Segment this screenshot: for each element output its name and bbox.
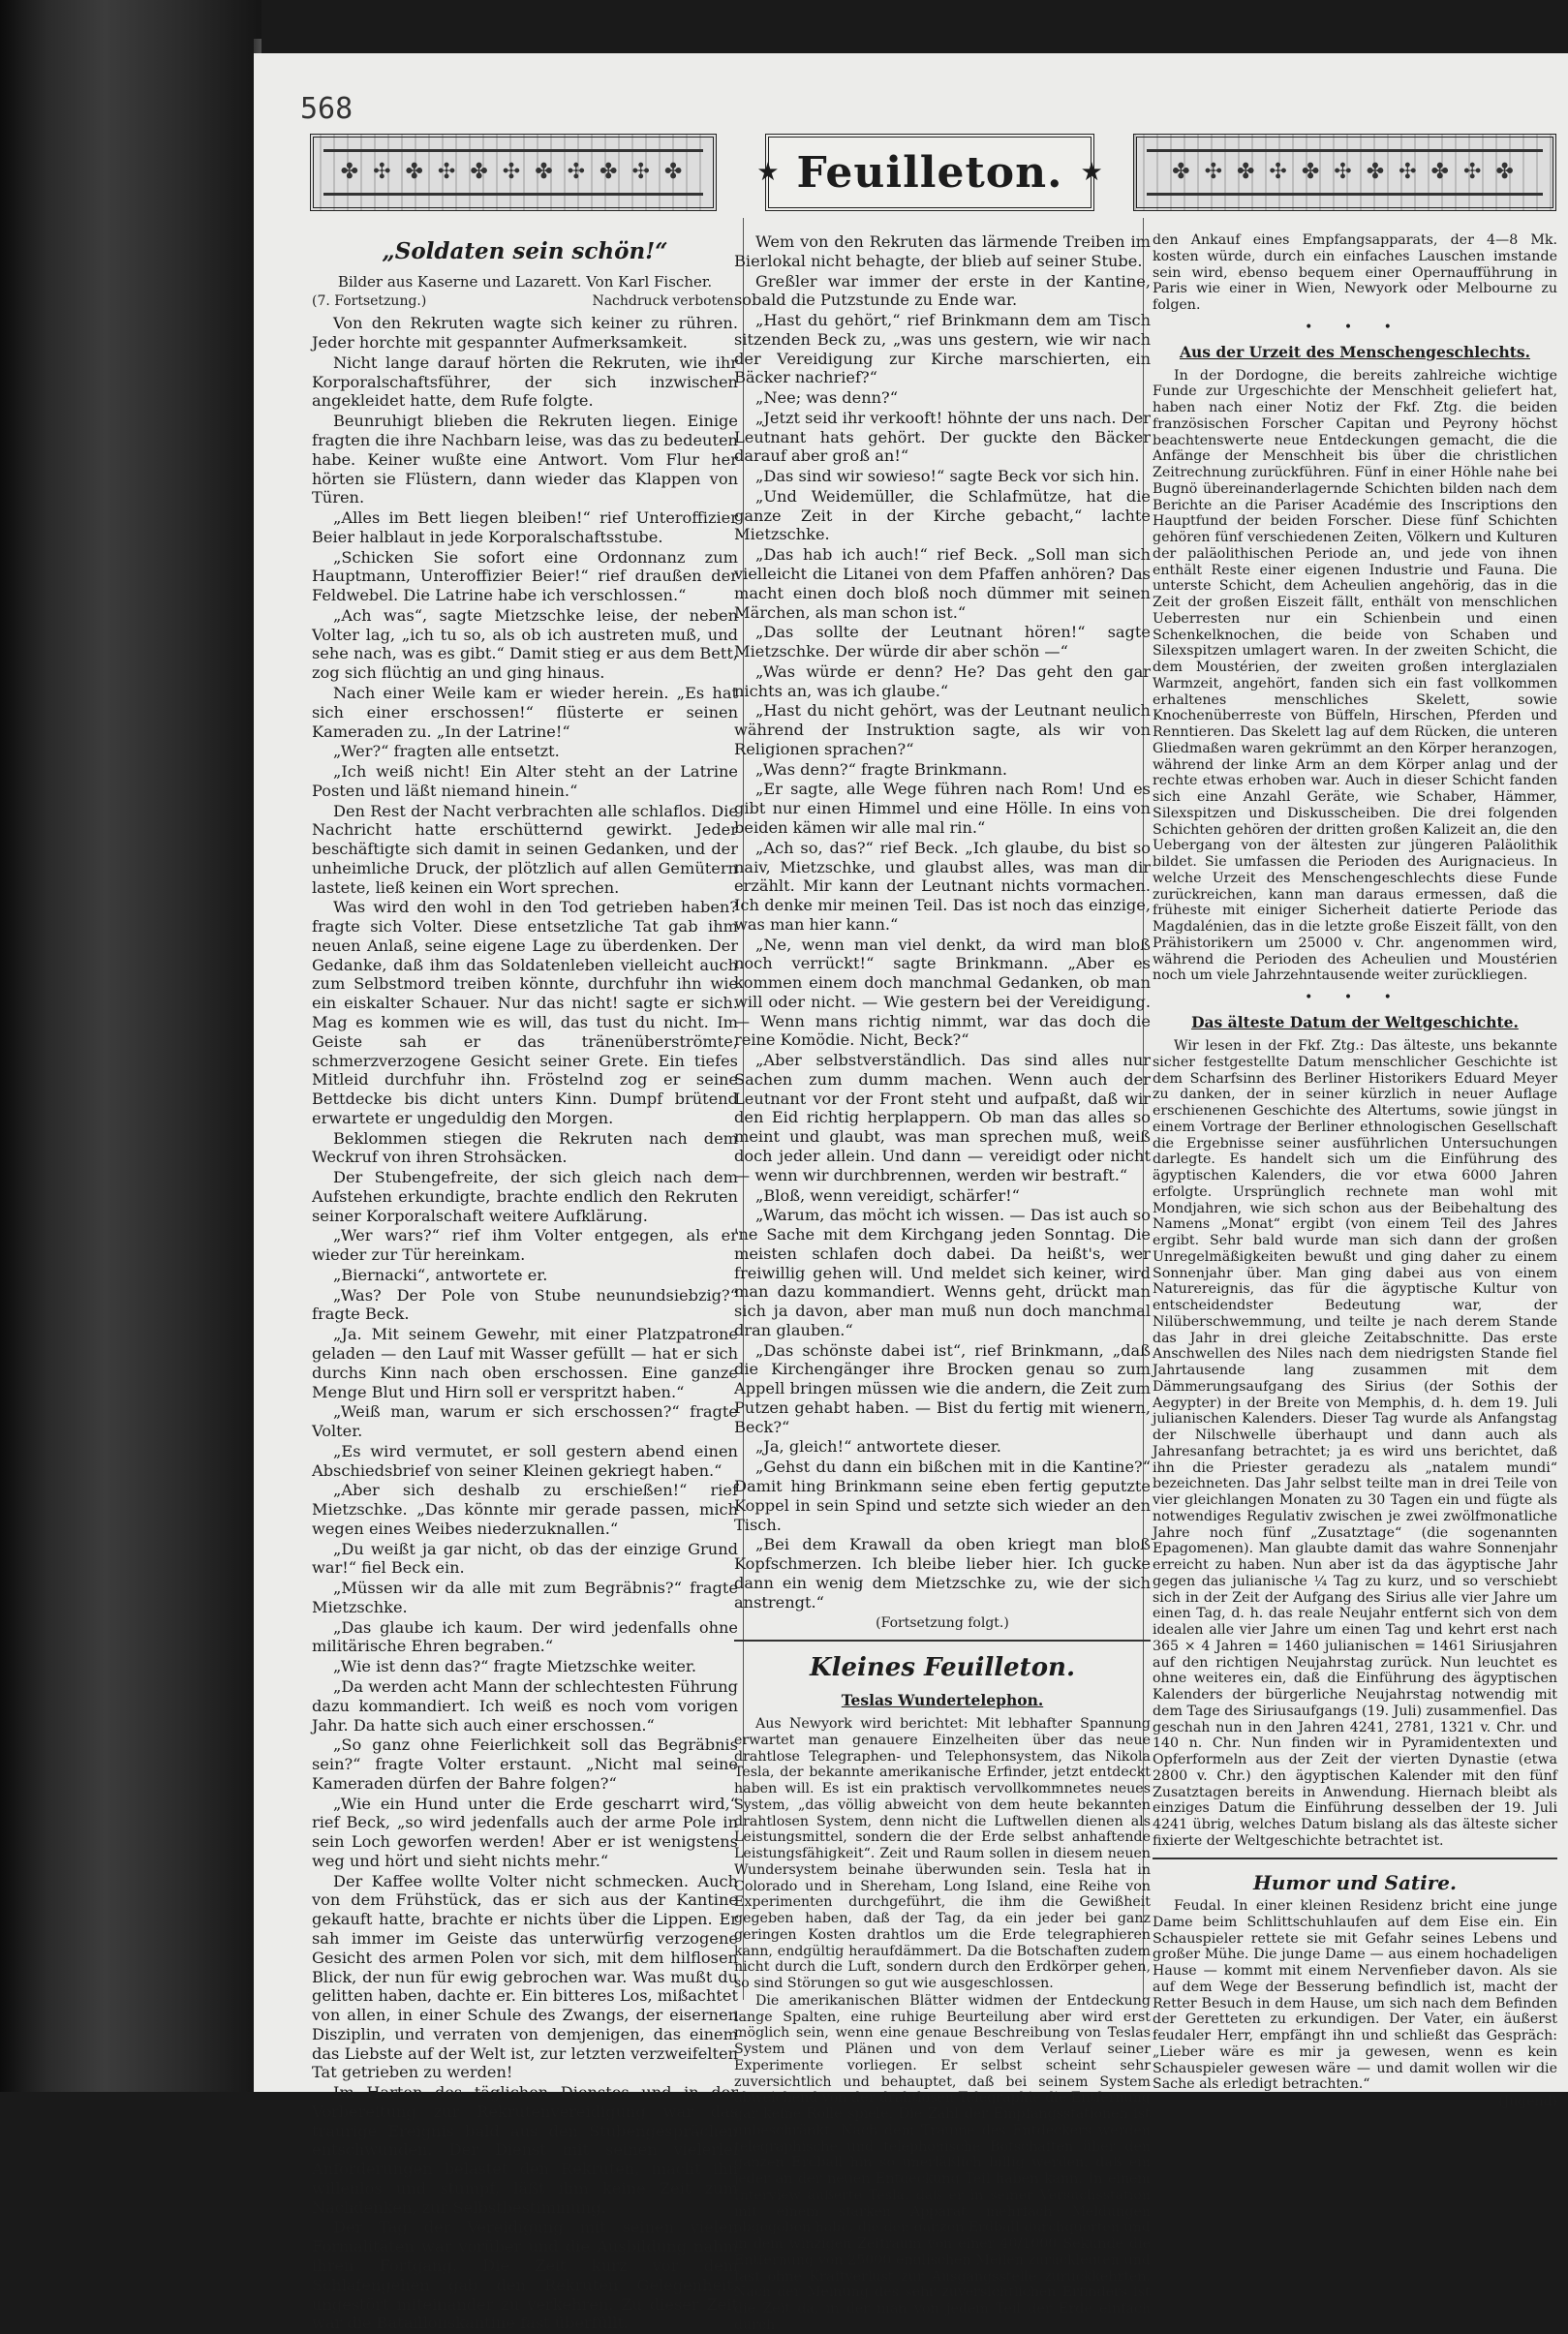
section-title: Kleines Feuilleton. — [810, 1653, 1075, 1683]
paragraph: „Bloß, wenn vereidigt, schärfer!“ — [755, 1185, 1020, 1205]
paragraph: „Bei dem Krawall da oben kriegt man bloß Kopfschmerzen. Ich bleibe lieber hier. Ich gucke dann ein wenig dem Mietzschke zu, wie der sich anstrengt.“ — [734, 1535, 1151, 1612]
continuation-note: (7. Fortsetzung.) — [312, 293, 427, 310]
star-icon: ★ — [1080, 158, 1103, 187]
paragraph: „Was? Der Pole von Stube neunundsiebzig?“ fragte Beck. — [312, 1285, 738, 1324]
page-number: 568 — [300, 92, 354, 126]
section-title: Humor und Satire. — [1253, 1870, 1457, 1894]
paragraph: Beklommen stiegen die Rekruten nach dem Weckruf von ihren Strohsäcken. — [312, 1128, 738, 1167]
article-body — [1153, 1038, 1557, 1850]
paragraph: „Was würde er denn? He? Das geht den gar nichts an, was ich glaube.“ — [734, 661, 1151, 700]
paragraph: Der Tag der Vereidigung mit seinen vielen Formalitäten war vorüber und die Ausbildung nahm ihren Fortgang. Die Zeit kurz vor dem Schlafengehen gab den Rekruten Gelegenheit, ungestört miteinander zu verkehren. Zu dieser Zeit war die Bataillonskantine fast überfüllt. — [312, 2218, 738, 2333]
paragraph: „Ja, gleich!“ antwortete dieser. — [755, 1437, 1001, 1457]
paragraph: „Wer wars?“ rief ihm Volter entgegen, als er wieder zur Tür hereinkam. — [312, 1226, 738, 1265]
paragraph: Den Rest der Nacht verbrachten alle schlaflos. Die Nachricht hatte erschütternd gewirkt. Jeder beschäftigte sich damit in seinen Gedanken, und der unheimliche Druck, der plötzlich auf allen Gemütern lastete, ließ keinen ein Wort sprechen. — [312, 801, 738, 897]
paragraph: „Du weißt ja gar nicht, ob das der einzige Grund war!“ fiel Beck ein. — [312, 1539, 738, 1578]
paragraph: „Warum, das möcht ich wissen. — Das ist auch so 'ne Sache mit dem Kirchgang jeden Sonntag. Die meisten schlafen doch dabei. Da heißt's, wer freiwillig gehen will. Und meldet sich keiner, wird man dazu kommandiert. Wenns geht, drückt man sich ja davon, aber man muß nun doch manchmal dran glauben.“ — [734, 1206, 1151, 1339]
column-2 — [734, 232, 1151, 2333]
paragraph: „Da werden acht Mann der schlechtesten Führung dazu kommandiert. Ich weiß es noch vom vorigen Jahr. Da hatte sich auch einer erschossen.“ — [312, 1677, 738, 1735]
paragraph: Greßler war immer der erste in der Kantine, sobald die Putzstunde zu Ende war. — [734, 271, 1151, 310]
paragraph: Die amerikanischen Blätter widmen der Entdeckung lange Spalten, eine ruhige Beurteilung aber wird erst möglich sein, wenn eine genaue Beschreibung von Teslas System und Plänen und von dem Verlauf seiner Experimente vorliegen. Er selbst scheint sehr zuversichtlich und behauptet, daß bei seinem System abweichend von der drahtlosen Telegraphie die Entfernung gar keine Rolle spiele. Die Zahl der Empfangsstationen ist unbeschränkt. Nach dem Traume des Entdeckers werden telegraphische und telephonische Botschaften über den ganzen Erdball hin so unerläßlich billig werden, daß ein jeder an der neuen Entdeckung Teil haben kann. In einem Interview äußerte Tesla, daß er in seiner Versuchsstation mit einem starken Apparat mehrfach Meldungen abgegeben habe, die den ganzen Erdball durchquerten und in dem winzigen Zeitraum von einer 40/1000 Sekunde die Entfernung von 25000 englischen Meilen zurücklegten und fast ohne Kraftverlust zur Ausgangsstelle zurückkehrten. Nach der Meinung des sehr zuversichtlichen Erfinders ist die Zeit da, in der man von jedem Teil der Erde einfach durch — [734, 1992, 1151, 2333]
article-title: Teslas Wundertelephon. — [841, 1691, 1044, 1710]
paragraph: Der Stubengefreite, der sich gleich nach dem Aufstehen erkundigte, brachte endlich den Rekruten seiner Korporalschaft weitere Aufklärung. — [312, 1168, 738, 1225]
paragraph: „Wie ist denn das?“ fragte Mietzschke weiter. — [333, 1657, 697, 1676]
paragraph: „Aber sich deshalb zu erschießen!“ rief Mietzschke. „Das könnte mir gerade passen, mich wegen eines Weibes niederzuknallen.“ — [312, 1481, 738, 1538]
story-subtitle: Bilder aus Kaserne und Lazarett. Von Karl Fischer. — [337, 273, 713, 292]
rights-note: Nachdruck verboten. — [592, 293, 738, 310]
paragraph: Was wird den wohl in den Tod getrieben haben? fragte sich Volter. Diese entsetzliche Tat gab ihm neuen Anlaß, seine eigene Lage zu überdenken. Der Gedanke, daß ihm das Soldatenleben vielleicht auch zum Selbstmord treiben könnte, durchfuhr ihn wie ein eiskalter Schauer. Nur das nicht! sagte er sich. Mag es kommen wie es will, das tust du nicht. Im Geiste sah er das tränenüberströmte, schmerzverzogene Gesicht seiner Grete. Ein tiefes Mitleid durchfuhr ihn. Fröstelnd zog er seine Bettdecke bis dicht unters Kinn. Dumpf brütend erwartete er ungeduldig den Morgen. — [312, 898, 738, 1127]
paragraph: Nicht lange darauf hörten die Rekruten, wie ihr Korporalschaftsführer, der sich inzwischen angekleidet hatte, dem Rufe folgte. — [312, 353, 738, 411]
article-title: Das älteste Datum der Weltgeschichte. — [1191, 1013, 1519, 1032]
paragraph: Nach einer Weile kam er wieder herein. „Es hat sich einer erschossen!“ flüsterte er seinen Kameraden zu. „In der Latrine!“ — [312, 683, 738, 741]
paragraph: „Nee; was denn?“ — [755, 388, 899, 408]
to-be-continued: (Fortsetzung folgt.) — [876, 1615, 1009, 1632]
paragraph: „Ne, wenn man viel denkt, da wird man bloß noch verrückt!“ sagte Brinkmann. „Aber es kommen einem doch manchmal Gedanken, ob man will oder nicht. — Wie gestern bei der Vereidigung. — Wenn mans richtig nimmt, war das doch die reine Komödie. Nicht, Beck?“ — [734, 935, 1151, 1050]
paragraph: In der Dordogne, die bereits zahlreiche wichtige Funde zur Urgeschichte der Menschheit geliefert hat, haben nach einer Notiz der Fkf. Ztg. die beiden französischen Forscher Capitan und Peyrony höchst beachtenswerte neue Entdeckungen gemacht, die die Anfänge der Menschheit bis über die christlichen Zeitrechnung zurückführen. Fünf in einer Höhle nahe bei Bugnö übereinanderlagernde Schichten bilden nach dem Berichte an die Pariser Académie des Inscriptions den Hauptfund der beiden Forscher. Diese fünf Schichten gehören fünf verschiedenen Zeiten, Völkern und Kulturen der paläolithischen Periode an, und jede von ihnen enthält Reste einer eigenen Industrie und Fauna. Die unterste Schicht, dem Acheulien angehörig, das in die Zeit der großen Eiszeit fällt, enthält von menschlichen Ueberresten nur ein Schienbein und einen Schenkelknochen, die beide von Schaben und Silexspitzen umlagert waren. In der zweiten Schicht, die dem Moustérien, der zweiten großen interglazialen Warmzeit, angehört, fanden sich ein fast vollkommen erhaltenes menschliches Skelett, sowie Knochenüberreste von Büffeln, Hirschen, Pferden und Renntieren. Das Skelett lag auf dem Rücken, die unteren Gliedmaßen waren gekrümmt an den Körper heranzogen, während der linke Arm an dem Körper anlag und der rechte etwas erhoben war. Auch in dieser Schicht fanden sich eine Anzahl Geräte, wie Schaber, Hämmer, Silexspitzen und Diskusscheiben. Die drei folgenden Schichten gehören der dritten großen Kalizeit an, die den Uebergang von der ältesten zur jüngeren Paläolithik bildet. Sie umfassen die Perioden des Aurignacieus. In welche Urzeit des Menschengeschlechts diese Funde zurückreichen, kann man daraus ermessen, daß die früheste mit einiger Sicherheit datierte Periode das Magdalénien, das in die letzte große Eiszeit fällt, von den Prähistorikern um 25000 v. Chr. angenommen wird, während die Perioden des Acheulien und Moustérien noch um viele Jahrzehntausende weiter zurückliegen. — [1153, 367, 1557, 984]
paragraph: „Was denn?“ fragte Brinkmann. — [755, 759, 1008, 779]
story-headline: „Soldaten sein schön!“ — [382, 238, 668, 264]
paragraph: „Es wird vermutet, er soll gestern abend einen Abschiedsbrief von seiner Kleinen gekriegt haben.“ — [312, 1441, 738, 1480]
header-ornament-left — [310, 134, 717, 211]
paragraph: Beunruhigt blieben die Rekruten liegen. Einige fragten die ihre Nachbarn leise, was das zu bedeuten habe. Keiner wußte eine Antwort. Vom Flur her hörten sie Flüstern, dann wieder das Klappen von Türen. — [312, 412, 738, 507]
separator-dots: • • • — [1305, 990, 1405, 1006]
paragraph: „Ja. Mit seinem Gewehr, mit einer Platzpatrone geladen — den Lauf mit Wasser gefüllt — hat er sich durchs Kinn nach oben erschossen. Eine ganze Menge Blut und Hirn soll er verspritzt haben.“ — [312, 1325, 738, 1401]
paragraph: „Wer?“ fragten alle entsetzt. — [333, 742, 560, 761]
paragraph: „Müssen wir da alle mit zum Begräbnis?“ fragte Mietzschke. — [312, 1579, 738, 1616]
paragraph: „Weiß man, warum er sich erschossen?“ fragte Volter. — [312, 1402, 738, 1441]
section-rule — [1153, 1858, 1557, 1859]
paragraph: „Und Weidemüller, die Schlafmütze, hat die ganze Zeit in der Kirche gebacht,“ lachte Mietzschke. — [734, 486, 1151, 544]
paragraph: „Aber selbstverständlich. Das sind alles nur Sachen zum dumm machen. Wenn auch der Leutnant vor der Front steht und aufpaßt, daß wir den Eid richtig herplappern. Ob man das alles so meint und glaubt, was man sprechen muß, weiß doch jeder allein. Und dann — vereidigt oder nicht — wenn wir durchbrennen, werden wir bestraft.“ — [734, 1051, 1151, 1184]
paragraph: „Jetzt seid ihr verkooft! höhnte der uns nach. Der Leutnant hats gehört. Der guckte den Bäcker darauf aber groß an!“ — [734, 408, 1151, 466]
paragraph: Im Harten des täglichen Dienstes und in der Vorbereitung zur Rekrutenvereidigung war das traurige Ereignis bald aus den Stubengesprächen entschwunden. Der Dienst mit seinen vielerlei Anforderungen belastet den Rekruten, macht ihn willenlos und stumpf, läßt ihm keine Zeit zum Nachdenken, zur Selbstbestimmung. — [312, 2083, 738, 2217]
paragraph: Wir lesen in der Fkf. Ztg.: Das älteste, uns bekannte sicher festgestellte Datum menschlicher Geschichte ist dem Scharfsinn des Berliner Historikers Eduard Meyer zu danken, der in seiner kürzlich in neuer Auflage erschienenen Geschichte des Altertums, sowie jüngst in einem Vortrage der Berliner ethnologischen Gesellschaft die Ergebnisse seiner ausführlichen Untersuchungen darlegte. Es handelt sich um die Einführung des ägyptischen Kalenders, die vor etwa 6000 Jahren erfolgte. Ursprünglich rechnete man wohl mit Mondjahren, wie sich schon aus der Beibehaltung des Namens „Monat“ ergibt (von einem Teil des Jahres ergibt. Sehr bald wurde man sich dann der großen Unregelmäßigkeiten bewußt und ging daher zu einem Sonnenjahr über. Man ging dabei aus von einem Naturereignis, das für die ägyptische Kultur von entscheidendster Bedeutung war, der Nilüberschwemmung, und teilte je nach derem Stande das Jahr in drei gleiche Zeitabschnitte. Das erste Anschwellen des Niles nach dem niedrigsten Stande fiel Jahrtausende lang zusammen mit dem Dämmerungsaufgang des Sirius (der Sothis der Aegypter) in der Breite von Memphis, d. h. dem 19. Juli julianischen Kalenders. Dieser Tag wurde als Anfangstag der Nilschwelle überhaupt und dann auch als Jahresanfang betrachtet; ja es wird uns berichtet, daß ihn die Priester geradezu als „natalem mundi“ bezeichneten. Das Jahr selbst teilte man in drei Teile von vier gleichlangen Monaten zu 30 Tagen ein und fügte als notwendiges Regulativ zwischen je zwei zwölfmonatliche Jahre noch fünf „Zusatztage“ (die sogenannten Epagomenen). Man glaubte damit das wahre Sonnenjahr erreicht zu haben. Nun aber ist da das ägyptische Jahr gegen das julianische ¼ Tag zu kurz, und so verschiebt sich in der Zeit der Aufgang des Sirius alle vier Jahre um einen Tag, d. h. das reale Neujahr entfernt sich von dem idealen alle vier Jahre um einen Tag und kehrt erst nach 365 × 4 Jahren = 1460 julianischen = 1461 Siriusjahren auf den richtigen Neujahrstag zurück. Nun leuchtet es ohne weiteres ein, daß die Einführung des ägyptischen Kalenders der bürgerliche Neujahrstag notwendig mit dem Tage des Siriusaufgangs (19. Juli) zusammenfiel. Das geschah nun in den Jahren 4241, 2781, 1321 v. Chr. und 140 n. Chr. Nun finden wir in Pyramidentexten und Opferformeln aus der Zeit der vierten Dynastie (etwa 2800 v. Chr.) den ägyptischen Kalender mit den fünf Zusatztagen bereits in Anwendung. Hiernach bleibt als einziges Datum die Einführung desselben der 19. Juli 4241 übrig, welches Datum bislang als das älteste sicher fixierte der Weltgeschichte betrachtet ist. — [1153, 1038, 1557, 1849]
page-title: Feuilleton. — [796, 147, 1063, 198]
paragraph: „Ach so, das?“ rief Beck. „Ich glaube, du bist so naiv, Mietzschke, und glaubst alles, was man dir erzählt. Mir kann der Leutnant nichts vormachen. Ich denke mir meinen Teil. Das ist noch das einzige, was man hier kann.“ — [734, 838, 1151, 934]
paragraph: „Das hab ich auch!“ rief Beck. „Soll man sich vielleicht die Litanei von dem Pfaffen anhören? Das macht einen doch bloß noch dümmer mit seinen Märchen, als man schon ist.“ — [734, 545, 1151, 622]
anecdote: Feudal. In einer kleinen Residenz bricht eine junge Dame beim Schlittschuhlaufen auf dem Eise ein. Ein Schauspieler rettete sie mit Gefahr seines Lebens und großer Mühe. Die junge Dame — aus einem hochadeligen Hause — kommt mit einem Nervenfieber davon. Als sie auf dem Wege der Besserung befindlich ist, macht der Retter Besuch in dem Hause, um sich nach dem Befinden der Geretteten zu erkundigen. Der Vater, ein äußerst feudaler Herr, empfängt ihn und schließt das Gespräch: „Lieber wäre es mir ja gewesen, wenn es kein Schauspieler gewesen wäre — und damit wollen wir die Sache als erledigt betrachten.“ — [1153, 1898, 1557, 2093]
column-1 — [312, 232, 738, 2333]
article-body — [734, 1716, 1151, 2334]
section-rule — [734, 1640, 1151, 1642]
paragraph: „Er sagte, alle Wege führen nach Rom! Und es gibt nur einen Himmel und eine Hölle. In eins von beiden kämen wir alle mal rin.“ — [734, 780, 1151, 837]
article-body — [1153, 368, 1557, 985]
book-binding — [0, 0, 261, 2092]
story-body-continued — [734, 232, 1151, 1612]
star-icon: ★ — [756, 158, 780, 187]
paragraph: Aus Newyork wird berichtet: Mit lebhafter Spannung erwartet man genauere Einzelheiten über das neue drahtlose Telegraphen- und Telephonsystem, das Nikola Tesla, der bekannte amerikanische Erfinder, jetzt entdeckt haben will. Es ist ein praktisch vervollkommnetes neues System, „das völlig abweicht von dem heute bekannten drahtlosen System, denn nicht die Luftwellen dienen als Leistungsmittel, sondern die der Erde selbst anhaftende Leistungsfähigkeit“. Zeit und Raum sollen in diesem neuen Wundersystem beinahe überwunden sein. Tesla hat in Colorado und in Shereham, Long Island, eine Reihe von Experimenten durchgeführt, die ihm die Gewißheit gegeben haben, daß der Tag, da ein jeder bei ganz geringen Kosten drahtlos um die Erde telegraphieren kann, endgültig heraufdämmert. Da die Botschaften zudem nicht durch die Luft, sondern durch den Erdkörper gehen, so sind Störungen so gut wie ausgeschlossen. — [734, 1716, 1151, 1992]
paragraph: „Hast du gehört,“ rief Brinkmann dem am Tisch sitzenden Beck zu, „was uns gestern, wie wir nach der Vereidigung zur Kirche marschierten, ein Bäcker nachrief?“ — [734, 311, 1151, 387]
paragraph: Wem von den Rekruten das lärmende Treiben im Bierlokal nicht behagte, der blieb auf seiner Stube. — [734, 232, 1151, 270]
paragraph: Von den Rekruten wagte sich keiner zu rühren. Jeder horchte mit gespannter Aufmerksamkeit. — [312, 314, 738, 353]
story-body — [312, 314, 738, 2333]
paragraph: „Schicken Sie sofort eine Ordonnanz zum Hauptmann, Unteroffizier Beier!“ rief draußen der Feldwebel. Die Latrine habe ich verschlossen.“ — [312, 547, 738, 605]
article-title: Aus der Urzeit des Menschengeschlechts. — [1179, 342, 1531, 361]
paragraph: „Ach was“, sagte Mietzschke leise, der neben Volter lag, „ich tu so, als ob ich austreten muß, und sehe nach, was es gibt.“ Damit stieg er aus dem Bett, zog sich flüchtig an und ging hinaus. — [312, 605, 738, 683]
paragraph: „Das sind wir sowieso!“ sagte Beck vor sich hin. — [755, 467, 1140, 486]
paragraph: „Gehst du dann ein bißchen mit in die Kantine?“ Damit hing Brinkmann seine eben fertig geputzte Koppel in sein Spind und setzte sich wieder an den Tisch. — [734, 1458, 1151, 1534]
source-note: (Jugend) — [1498, 2094, 1557, 2110]
paragraph: „Das schönste dabei ist“, rief Brinkmann, „daß die Kirchengänger ihre Brocken genau so zum Appell bringen müssen wie die andern, die Zeit zum Putzen gehabt haben. — Bist du fertig mit wienern, Beck?“ — [734, 1340, 1151, 1436]
paragraph: „Ich weiß nicht! Ein Alter steht an der Latrine Posten und läßt niemand hinein.“ — [312, 762, 738, 800]
paragraph: „Biernacki“, antwortete er. — [333, 1265, 548, 1284]
paragraph: „So ganz ohne Feierlichkeit soll das Begräbnis sein?“ fragte Volter erstaunt. „Nicht mal seine Kameraden dürfen der Bahre folgen?“ — [312, 1735, 738, 1793]
feuilleton-title-box — [756, 134, 1103, 211]
paragraph: „Das glaube ich kaum. Der wird jedenfalls ohne militärische Ehren begraben.“ — [312, 1617, 738, 1656]
column-3 — [1153, 232, 1557, 2110]
paragraph: „Wie ein Hund unter die Erde gescharrt wird,“ rief Beck, „so wird jedenfalls auch der arme Pole in sein Loch geworfen werden! Aber er ist wenigstens weg und hört und sieht nichts mehr.“ — [312, 1794, 738, 1870]
article-tail: den Ankauf eines Empfangsapparats, der 4—8 Mk. kosten würde, durch ein einfaches Lauschen imstande sein wird, ebenso bequem einer Opernaufführung in Paris wie einer in Wien, Newyork oder Melbourne zu folgen. — [1153, 232, 1557, 313]
paragraph: Der Kaffee wollte Volter nicht schmecken. Auch von dem Frühstück, das er sich aus der Kantine gekauft hatte, brachte er nichts über die Lippen. Er sah immer im Geiste das unterwürfig verzogene Gesicht des armen Polen vor sich, mit dem hilflosen Blick, der nun für ewig gebrochen war. Was mußt du gelitten haben, dachte er. Ein bitteres Los, mißachtet von allen, in einer Schule des Zwangs, der eisernen Disziplin, und verraten von demjenigen, das einem das Liebste auf der Welt ist, zur letzten verzweifelten Tat getrieben zu werden! — [312, 1871, 738, 2082]
story-meta — [312, 293, 738, 310]
separator-dots: • • • — [1305, 319, 1405, 335]
paragraph: „Das sollte der Leutnant hören!“ sagte Mietzschke. Der würde dir aber schön —“ — [734, 623, 1151, 661]
paragraph: „Hast du nicht gehört, was der Leutnant neulich während der Instruktion sagte, als wir von Religionen sprachen?“ — [734, 701, 1151, 758]
paragraph: „Alles im Bett liegen bleiben!“ rief Unteroffizier Beier halblaut in jede Korporalschaftsstube. — [312, 508, 738, 546]
header-ornament-right — [1133, 134, 1556, 211]
